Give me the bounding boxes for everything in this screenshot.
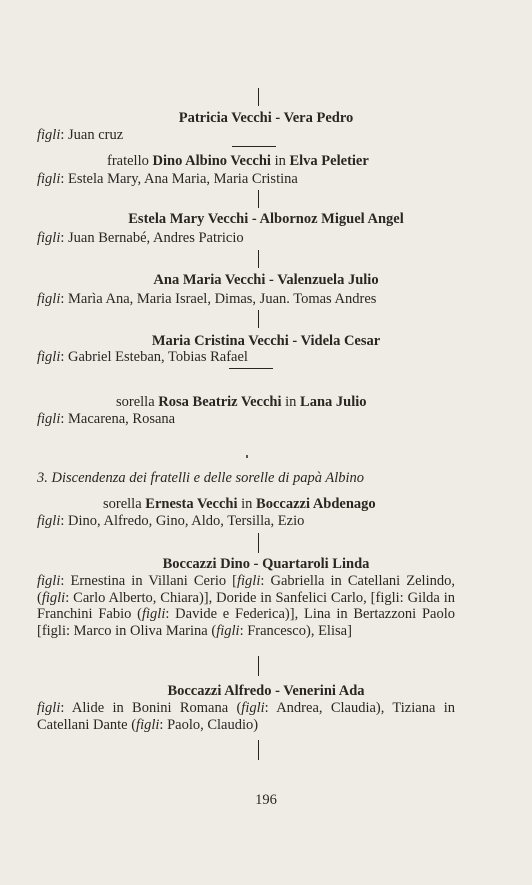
couple-heading xyxy=(0,556,532,572)
figli-label: figli xyxy=(37,700,61,716)
children-names: : Macarena, Rosana xyxy=(60,411,176,427)
figli-label: figli xyxy=(37,171,61,187)
person-name: Rosa Beatriz Vecchi xyxy=(158,394,282,410)
figli-label: figli xyxy=(136,716,160,733)
children-names: : Juan cruz xyxy=(60,127,124,143)
couple-heading xyxy=(0,211,532,227)
descent-line xyxy=(258,740,259,760)
children-line xyxy=(37,171,298,187)
separator: - xyxy=(288,333,301,349)
spouse-name: Lana Julio xyxy=(300,394,367,410)
person-name: Dino Albino Vecchi xyxy=(152,153,271,169)
descent-line xyxy=(258,310,259,328)
couple-heading xyxy=(0,110,532,126)
separator: - xyxy=(271,683,284,699)
spouse-name: Elva Peletier xyxy=(289,153,369,169)
figli-label: figli xyxy=(216,622,240,639)
descent-line xyxy=(258,250,259,268)
separator-rule xyxy=(229,368,273,369)
spouse-name: Quartaroli Linda xyxy=(262,556,370,572)
person-name: Patricia Vecchi xyxy=(178,110,272,126)
person-name: Boccazzi Dino xyxy=(162,556,250,572)
figli-label: figli xyxy=(37,573,61,589)
figli-label: figli xyxy=(37,127,61,143)
children-paragraph xyxy=(37,700,455,733)
person-name: Maria Cristina Vecchi xyxy=(151,333,289,349)
relation-word: sorella xyxy=(103,496,146,512)
figli-label: figli xyxy=(37,513,61,529)
connector-word: in xyxy=(270,153,290,169)
spouse-name: Venerini Ada xyxy=(283,683,365,699)
separator: - xyxy=(271,110,284,126)
spouse-name: Vera Pedro xyxy=(283,110,354,126)
sibling-intro xyxy=(116,394,367,410)
spouse-name: Albornoz Miguel Angel xyxy=(259,211,404,227)
children-line xyxy=(37,291,376,307)
relation-word: fratello xyxy=(107,153,153,169)
figli-label: figli xyxy=(237,573,261,589)
figli-label: figli xyxy=(37,349,61,365)
connector-word: in xyxy=(281,394,301,410)
paragraph-text: : Ernestina in Villani Cerio [ xyxy=(60,573,237,589)
sibling-intro xyxy=(107,153,369,169)
children-names: : Juan Bernabé, Andres Patricio xyxy=(60,230,244,246)
paragraph-text: : Francesco), Elisa] xyxy=(239,622,352,639)
paragraph-text: : Paolo, Claudio) xyxy=(159,716,259,733)
figli-label: figli xyxy=(37,230,61,246)
paragraph-text: : Davide e Federica)], Lina in Bertazzoni Paolo [figli: Marco in Oliva Marina ( xyxy=(37,606,455,639)
children-line xyxy=(37,411,175,427)
paragraph-text: : Gabriella in Catellani Zelindo, ( xyxy=(37,573,455,606)
descent-line xyxy=(258,533,259,553)
separator: - xyxy=(265,272,278,288)
sibling-intro xyxy=(103,496,376,512)
person-name: Estela Mary Vecchi xyxy=(128,211,249,227)
page-number: 196 xyxy=(255,792,277,808)
paragraph-text: : Alide in Bonini Romana ( xyxy=(60,700,242,716)
children-names: : Gabriel Esteban, Tobias Rafael xyxy=(60,349,248,365)
separator: - xyxy=(248,211,260,227)
figli-label: figli xyxy=(41,589,66,606)
person-name: Ana Maria Vecchi xyxy=(153,272,266,288)
section-title: 3. Discendenza dei fratelli e delle sorelle di papà Albino xyxy=(37,470,365,486)
paragraph-text: : Andrea, Claudia), Tiziana in Catellani Dante ( xyxy=(37,700,455,733)
children-paragraph xyxy=(37,573,455,639)
figli-label: figli xyxy=(241,700,265,716)
couple-heading xyxy=(0,683,532,699)
couple-heading xyxy=(0,272,532,288)
person-name: Ernesta Vecchi xyxy=(145,496,238,512)
separator: - xyxy=(250,556,263,572)
figli-label: figli xyxy=(37,411,61,427)
children-line xyxy=(37,127,123,143)
couple-heading xyxy=(0,333,532,349)
descent-line xyxy=(258,88,259,106)
paragraph-text: : Carlo Alberto, Chiara)], Doride in Sanfelici Carlo, [figli: Gilda in Franchini Fabio ( xyxy=(37,589,455,622)
figli-label: figli xyxy=(37,291,61,307)
relation-word: sorella xyxy=(116,394,159,410)
children-names: : Marìa Ana, Maria Israel, Dimas, Juan. Tomas Andres xyxy=(60,291,377,307)
children-names: : Estela Mary, Ana Maria, Maria Cristina xyxy=(60,171,298,187)
stray-mark xyxy=(246,455,248,458)
descent-line xyxy=(258,656,259,676)
children-line xyxy=(37,513,304,529)
spouse-name: Boccazzi Abdenago xyxy=(256,496,376,512)
figli-label: figli xyxy=(141,606,166,622)
connector-word: in xyxy=(237,496,257,512)
children-names: : Dino, Alfredo, Gino, Aldo, Tersilla, Ezio xyxy=(60,513,305,529)
spouse-name: Videla Cesar xyxy=(300,333,381,349)
separator-rule xyxy=(232,146,276,147)
children-line xyxy=(37,349,248,365)
descent-line xyxy=(258,190,259,208)
spouse-name: Valenzuela Julio xyxy=(277,272,379,288)
person-name: Boccazzi Alfredo xyxy=(167,683,272,699)
children-line xyxy=(37,230,244,246)
